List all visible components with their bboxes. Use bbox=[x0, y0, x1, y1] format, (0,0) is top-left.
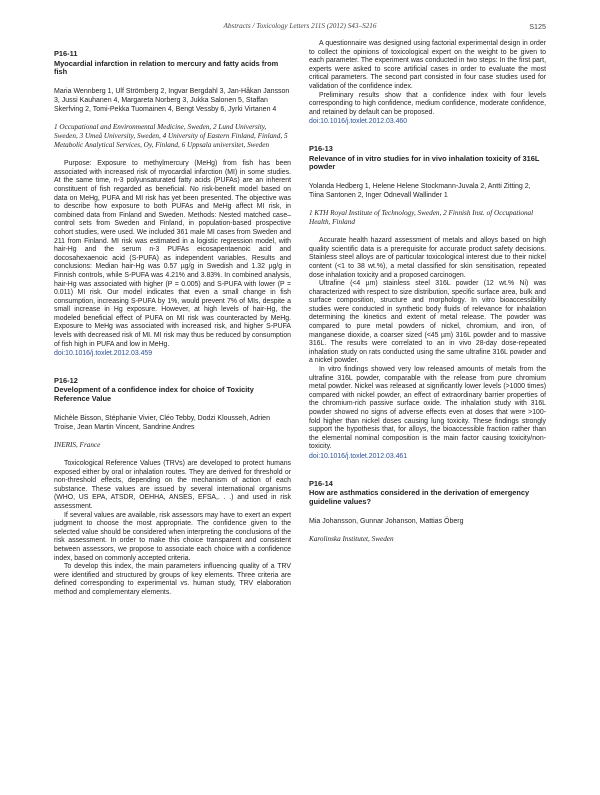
page-number: S125 bbox=[529, 22, 546, 31]
doi-link[interactable]: doi:10.1016/j.toxlet.2012.03.460 bbox=[309, 118, 408, 126]
abstract-p16-12 bbox=[54, 377, 291, 598]
abstract-code: P16-11 bbox=[54, 49, 78, 58]
doi-link[interactable]: doi:10.1016/j.toxlet.2012.03.459 bbox=[54, 350, 153, 358]
abstract-paragraph: If several values are available, risk assessors may have to exert an expert judgment to choose the most appropriate. The confidence given to the selected value should be considered when interpreting the conclusions of the risk assessment. In order to make this choice transparent and consistent between assessors, we propose to associate each choice with a confidence index, based on commonly accepted criteria. bbox=[54, 511, 291, 562]
abstract-code: P16-12 bbox=[54, 375, 78, 385]
abstract-p16-12-continued bbox=[309, 40, 546, 127]
abstract-affiliation: Karolinska Institutet, Sweden bbox=[309, 534, 394, 543]
left-column bbox=[54, 50, 291, 598]
abstract-paragraph: Ultrafine (<4 µm) stainless steel 316L powder (12 wt.% Ni) was characterized with respect to size distribution, specific surface area, bulk and surface composition, structure and morphology. In vitro bioaccessibility studies were conducted in synthetic body fluids of relevance for inhalation determining the kinetics and extent of metal release. The powder was compared to pure metal powders of nickel, chromium, and iron, of manganese dioxide, a coarser sized (<45 µm) 316L powder and to massive 316L. The results were correlated to an in vivo 28-day dose-repeated inhalation study on rats conducted using the same ultrafine 316L powder and a nickel powder. bbox=[309, 280, 546, 365]
journal-citation: Abstracts / Toxicology Letters 211S (2012) S43–S216 bbox=[223, 22, 377, 30]
abstract-paragraph: Accurate health hazard assessment of metals and alloys based on high quality scientific data is a prerequisite for accurate product safety decisions. Stainless steel alloys are of particular toxicological interest due to their nickel content (<1 to 38 wt.%), a metal classified for skin sensitisation, repeated dose inhalation toxicity and a proposed carcinogen. bbox=[309, 237, 546, 279]
doi-link-container bbox=[309, 118, 546, 127]
running-header bbox=[54, 22, 546, 32]
abstract-authors: Mia Johansson, Gunnar Johanson, Mattias Öberg bbox=[309, 517, 464, 525]
abstract-title: Relevance of in vitro studies for in vivo inhalation toxicity of 316L powder bbox=[309, 153, 540, 172]
abstract-affiliation: INERIS, France bbox=[54, 441, 101, 450]
doi-link-container bbox=[309, 453, 546, 462]
abstract-title: Development of a confidence index for choice of Toxicity Reference Value bbox=[54, 385, 254, 404]
abstract-code: P16-14 bbox=[309, 478, 333, 488]
abstract-paragraph: Purpose: Exposure to methylmercury (MeHg) from fish has been associated with increased risk of myocardial infarction (MI) in some studies. At the same time, n-3 polyunsaturated fatty acids (PUFAs) are an inherent constituent of fish regarded as beneficial. No risk-benefit model based on data on MeHg, PUFA and MI risk has yet been presented. The objective was to describe how exposure to both PUFAs and MeHg affect MI risk, in combined data from Finland and Sweden. Methods: Nested matched case–control sets from Sweden and Finland, in population-based prospective cohort studies, were used. We included 361 male MI cases from Sweden and 211 from Finland. MI risk was estimated in a logistic regression model, with hair-Hg and the serum n-3 PUFAs eicosapentaenoic acid and docosahexaenoic acid (S-PUFA) as independent variables. Results and conclusions: Median hair-Hg was 0.57 µg/g in Swedish and 1.32 µg/g in Finnish controls, while S-PUFA was 4.21% and 3.83%. In combined analysis, hair-Hg was associated with higher (P = 0.005) and S-PUFA with lower (P = 0.011) MI risk. Our model indicates that even a small change in fish consumption, increasing S-PUFA by 1%, would prevent 7% of MIs, despite a small increase in Hg exposure. However, at high levels of hair-Hg, the modeled beneficial effect of PUFA on MI risk was counteracted by MeHg. Exposure to MeHg was associated with increased risk, and higher S-PUFA levels with decreased risk of MI. MI risk may thus be reduced by consumption of fish high in PUFA and low in MeHg. bbox=[54, 160, 291, 348]
abstract-paragraph: Toxicological Reference Values (TRVs) are developed to protect humans exposed either by oral or inhalation routes. They are derived for threshold or non-threshold effects, depending on the mechanism of action of each substance. These values are issued by several international organisms (WHO, US EPA, ATSDR, OEHHA, ANSES, EFSA,. . .) and used in risk assessment. bbox=[54, 460, 291, 510]
abstract-authors: Yolanda Hedberg 1, Helene Helene Stockmann-Juvala 2, Antti Zitting 2, Tiina Santonen 2, Inger Odnevall Wallinder 1 bbox=[309, 183, 531, 200]
abstract-p16-14 bbox=[309, 480, 546, 544]
abstract-paragraph: In vitro findings showed very low released amounts of metals from the ultrafine 316L powder, comparable with the release from pure chromium metal powder. Nickel was released at significantly lower levels (>1000 times) compared with nickel powder, an effect of extraordinary barrier properties of the chromium-rich passive surface oxide. The inhalation study with 316L powder showed no signs of adverse effects even at doses that were >100-fold higher than nickel doses causing lung toxicity. These findings strongly support the hypothesis that, for alloys, the bioaccessible fraction rather than the elemental nominal composition is the main factor causing toxicity/non-toxicity. bbox=[309, 366, 546, 451]
doi-link[interactable]: doi:10.1016/j.toxlet.2012.03.461 bbox=[309, 452, 408, 460]
abstract-authors: Maria Wennberg 1, Ulf Strömberg 2, Ingvar Bergdahl 3, Jan-Håkan Jansson 3, Jussi Kauhanen 4, Margareta Norberg 3, Jukka Salonen 5, Staffan Skerfving 2, Tomi-Pekka Tuomainen 4, Bengt Vessby 6, Jyrki Virtanen 4 bbox=[54, 88, 290, 114]
abstract-affiliation: 1 Occupational and Environmental Medicine, Sweden, 2 Lund University, Sweden, 3 Umeå University, Sweden, 4 University of Eastern Finland, Finland, 5 Metabolic Analytical Services, Oy, Finland, 6 Uppsala universitet, Sweden bbox=[54, 123, 288, 150]
doi-link-container bbox=[54, 350, 291, 359]
abstract-code: P16-13 bbox=[309, 143, 333, 153]
abstract-title: Myocardial infarction in relation to mercury and fatty acids from fish bbox=[54, 58, 279, 77]
right-column bbox=[309, 40, 546, 554]
abstract-paragraph: Preliminary results show that a confidence index with four levels corresponding to high confidence, medium confidence, moderate confidence, and retained by default can be proposed. bbox=[309, 91, 546, 116]
abstract-title: How are asthmatics considered in the derivation of emergency guideline values? bbox=[309, 488, 530, 506]
abstract-paragraph: A questionnaire was designed using factorial experimental design in order to collect the opinions of toxicological expert on the weight to be given to each parameter. The experiment was conducted in two steps: In the first part, experts were asked to score artificial cases in order to evaluate the most critical parameters. The second part consisted in four case studies used for validation of the confidence index. bbox=[309, 40, 546, 90]
abstract-p16-13 bbox=[309, 145, 546, 462]
abstract-authors: Michèle Bisson, Stéphanie Vivier, Cléo Tebby, Dodzi Klousseh, Adrien Troise, Jean Martin Vincent, Sandrine Andres bbox=[54, 415, 270, 432]
abstract-p16-11 bbox=[54, 50, 291, 359]
abstract-affiliation: 1 KTH Royal Institute of Technology, Sweden, 2 Finnish Inst. of Occupational Health, Finland bbox=[309, 209, 534, 227]
abstract-paragraph: To develop this index, the main parameters influencing quality of a TRV were identified and structured by groups of key elements. Three criteria are defined corresponding to experimental vs. human study, TRV elaboration method and complementary elements. bbox=[54, 563, 291, 596]
